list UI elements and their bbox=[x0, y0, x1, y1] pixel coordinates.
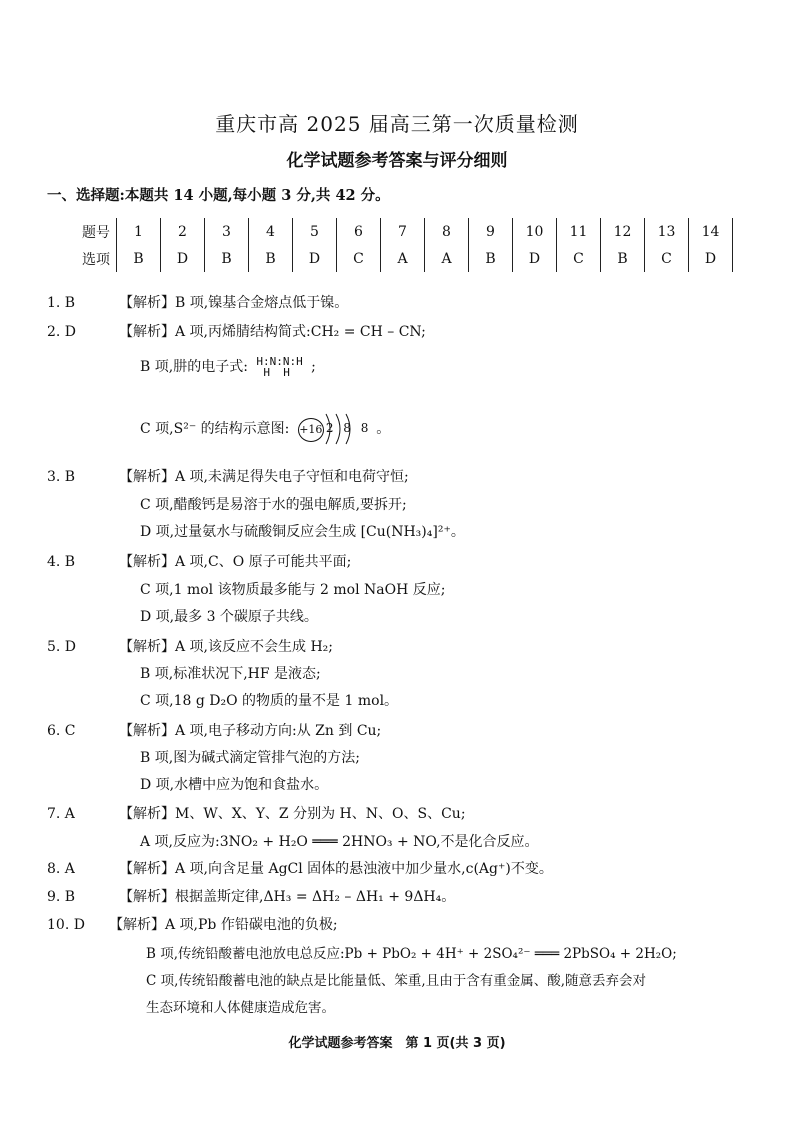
answer-option: D bbox=[293, 245, 337, 272]
question-number: 1 bbox=[117, 218, 161, 245]
question-number: 5 bbox=[293, 218, 337, 245]
question-number: 3 bbox=[205, 218, 249, 245]
answer-number: 9. B bbox=[47, 889, 76, 905]
answer-option: C bbox=[557, 245, 601, 272]
nucleus: +16 bbox=[298, 418, 324, 442]
explanation-text: 【解析】A 项,Pb 作铅碳电池的负极; bbox=[109, 917, 338, 933]
electron-shells: 2 8 8 bbox=[325, 421, 372, 435]
answer-number: 1. B bbox=[47, 295, 76, 311]
page-title: 重庆市高 2025 届高三第一次质量检测 bbox=[215, 112, 579, 136]
page-subtitle: 化学试题参考答案与评分细则 bbox=[286, 151, 508, 171]
answer-item bbox=[47, 720, 381, 740]
answer-option: C bbox=[337, 245, 381, 272]
table-row bbox=[76, 245, 733, 272]
explanation-text: 【解析】根据盖斯定律,ΔH₃ = ΔH₂ – ΔH₁ + 9ΔH₄。 bbox=[119, 889, 456, 905]
explanation-text: D 项,最多 3 个碳原子共线。 bbox=[140, 609, 318, 625]
answer-option: A bbox=[425, 245, 469, 272]
row-label: 题号 bbox=[82, 224, 110, 241]
explanation-text: 【解析】A 项,向含足量 AgCl 固体的悬浊液中加少量水,c(Ag⁺)不变。 bbox=[119, 861, 553, 877]
answer-number: 8. A bbox=[47, 861, 75, 877]
answer-number: 2. D bbox=[47, 324, 77, 340]
explanation-text: B 项,标准状况下,HF 是液态; bbox=[140, 666, 321, 682]
answer-number: 7. A bbox=[47, 806, 75, 822]
answer-option: D bbox=[161, 245, 205, 272]
answer-item bbox=[47, 914, 338, 934]
answer-number: 4. B bbox=[47, 554, 76, 570]
explanation-text: A 项,反应为:3NO₂ + H₂O ═══ 2HNO₃ + NO,不是化合反应。 bbox=[140, 834, 539, 850]
answer-option: C bbox=[645, 245, 689, 272]
question-number: 10 bbox=[513, 218, 557, 245]
question-number: 14 bbox=[689, 218, 733, 245]
question-number: 7 bbox=[381, 218, 425, 245]
formula-text: H H bbox=[263, 366, 290, 379]
question-number: 9 bbox=[469, 218, 513, 245]
explanation-text: C 项,18 g D₂O 的物质的量不是 1 mol。 bbox=[140, 693, 399, 709]
answer-number: 5. D bbox=[47, 639, 77, 655]
answer-item bbox=[47, 858, 553, 878]
answer-option: D bbox=[689, 245, 733, 272]
answer-option: B bbox=[205, 245, 249, 272]
electron-formula bbox=[256, 356, 302, 378]
question-number: 6 bbox=[337, 218, 381, 245]
answer-option: B bbox=[601, 245, 645, 272]
answer-item bbox=[47, 321, 426, 341]
question-number: 11 bbox=[557, 218, 601, 245]
question-number: 12 bbox=[601, 218, 645, 245]
explanation-text: 【解析】A 项,丙烯腈结构简式:CH₂ = CH – CN; bbox=[119, 324, 426, 340]
explanation-text: 。 bbox=[376, 421, 391, 437]
shell-arcs-icon bbox=[320, 412, 368, 446]
answer-option: A bbox=[381, 245, 425, 272]
question-number: 4 bbox=[249, 218, 293, 245]
section-heading: 一、选择题:本题共 14 小题,每小题 3 分,共 42 分。 bbox=[47, 187, 390, 204]
explanation-text: B 项,肼的电子式: bbox=[140, 359, 248, 375]
answer-number: 10. D bbox=[47, 917, 85, 933]
explanation-text: 生态环境和人体健康造成危害。 bbox=[146, 1000, 335, 1016]
answer-item bbox=[47, 803, 466, 823]
answer-option: D bbox=[513, 245, 557, 272]
explanation-text: B 项,图为碱式滴定管排气泡的方法; bbox=[140, 750, 360, 766]
question-number: 13 bbox=[645, 218, 689, 245]
row-label: 选项 bbox=[82, 251, 110, 268]
explanation-text: C 项,醋酸钙是易溶于水的强电解质,要拆开; bbox=[140, 497, 407, 513]
explanation-text: C 项,S²⁻ 的结构示意图: bbox=[140, 421, 290, 437]
answer-item bbox=[47, 636, 333, 656]
answer-table bbox=[76, 218, 733, 272]
question-number: 8 bbox=[425, 218, 469, 245]
answer-item bbox=[47, 886, 455, 906]
answer-item bbox=[47, 466, 409, 486]
answer-option: B bbox=[117, 245, 161, 272]
answer-item bbox=[47, 292, 348, 312]
explanation-text: C 项,1 mol 该物质最多能与 2 mol NaOH 反应; bbox=[140, 582, 446, 598]
formula-text: H:N:N:H bbox=[256, 355, 303, 368]
question-number: 2 bbox=[161, 218, 205, 245]
explanation-text: 【解析】A 项,C、O 原子可能共平面; bbox=[119, 554, 352, 570]
explanation-text: 【解析】A 项,该反应不会生成 H₂; bbox=[119, 639, 333, 655]
explanation-text: ; bbox=[311, 359, 316, 375]
explanation-line bbox=[140, 356, 316, 378]
explanation-text: 【解析】B 项,镍基合金熔点低于镍。 bbox=[119, 295, 349, 311]
answer-option: B bbox=[249, 245, 293, 272]
explanation-text: B 项,传统铅酸蓄电池放电总反应:Pb + PbO₂ + 4H⁺ + 2SO₄²⁻ ═══ 2PbSO₄ + 2H₂O; bbox=[146, 946, 677, 962]
answer-item bbox=[47, 551, 351, 571]
explanation-text: 【解析】A 项,电子移动方向:从 Zn 到 Cu; bbox=[119, 723, 382, 739]
page-footer: 化学试题参考答案 第 1 页(共 3 页) bbox=[288, 1036, 506, 1051]
explanation-text: D 项,过量氨水与硫酸铜反应会生成 [Cu(NH₃)₄]²⁺。 bbox=[140, 524, 465, 540]
explanation-text: D 项,水槽中应为饱和食盐水。 bbox=[140, 777, 329, 793]
table-row bbox=[76, 218, 733, 245]
explanation-text: C 项,传统铅酸蓄电池的缺点是比能量低、笨重,且由于含有重金属、酸,随意丢弃会对 bbox=[146, 973, 646, 989]
explanation-text: 【解析】A 项,未满足得失电子守恒和电荷守恒; bbox=[119, 469, 409, 485]
answer-option: B bbox=[469, 245, 513, 272]
explanation-text: 【解析】M、W、X、Y、Z 分别为 H、N、O、S、Cu; bbox=[119, 806, 466, 822]
answer-number: 3. B bbox=[47, 469, 76, 485]
answer-number: 6. C bbox=[47, 723, 76, 739]
explanation-line bbox=[140, 412, 390, 446]
ion-structure-diagram bbox=[298, 412, 372, 446]
